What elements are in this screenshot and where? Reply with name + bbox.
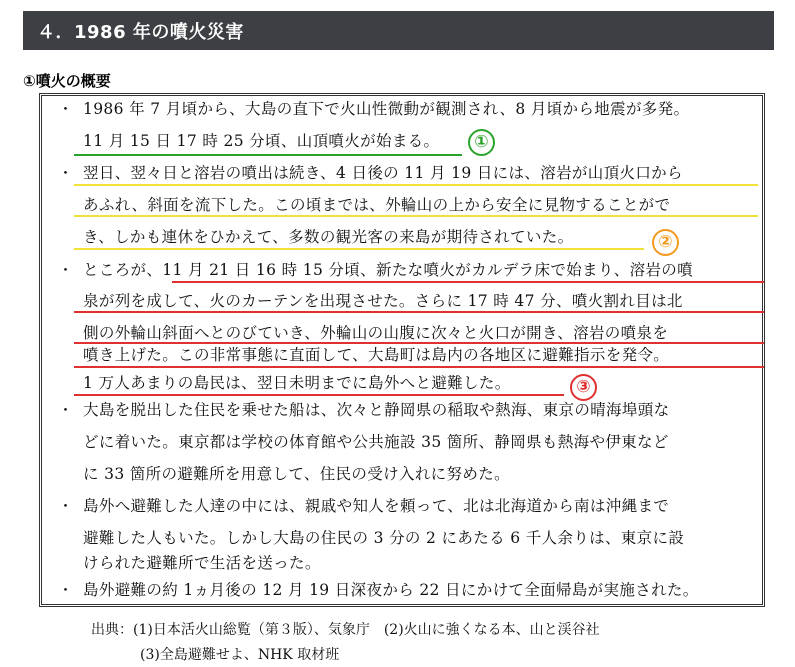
marker-1: ①: [468, 129, 495, 156]
bullet-4: ・: [58, 401, 74, 419]
bullet-5: ・: [58, 497, 74, 515]
section-header-bar: [23, 11, 774, 50]
text-line-13: に 33 箇所の避難所を用意して、住民の受け入れに努めた。: [83, 465, 510, 483]
yellow-underline-1: [74, 184, 758, 186]
red-underline-4: [74, 366, 764, 368]
text-line-17: 島外避難の約 1ヵ月後の 12 月 19 日深夜から 22 日にかけて全面帰島が実施された。: [83, 581, 699, 599]
red-underline-2: [74, 311, 764, 313]
text-line-7: 泉が列を成して、火のカーテンを出現させた。さらに 17 時 47 分、噴火割れ目は北: [83, 292, 683, 310]
red-underline-1: [172, 281, 764, 283]
text-line-14: 島外へ避難した人達の中には、親戚や知人を頼って、北は北海道から南は沖縄まで: [83, 497, 670, 515]
bullet-2: ・: [58, 164, 74, 182]
text-line-1: 1986 年 7 月頃から、大島の直下で火山性微動が観測され、8 月頃から地震が多発。: [83, 100, 690, 118]
text-line-4: あふれ、斜面を流下した。この頃までは、外輪山の上から安全に見物することがで: [83, 196, 671, 214]
section-header-title: ４．1986 年の噴火災害: [37, 21, 244, 43]
marker-2: ②: [652, 229, 679, 256]
text-line-8: 側の外輪山斜面へとのびていき、外輪山の山腹に次々と火口が開き、溶岩の噴泉を: [83, 324, 669, 342]
marker-3: ③: [570, 374, 597, 401]
yellow-underline-2: [74, 215, 758, 217]
bullet-6: ・: [58, 581, 74, 599]
text-line-6: ところが、11 月 21 日 16 時 15 分頃、新たな噴火がカルデラ床で始まり、溶岩の噴: [83, 261, 693, 279]
source-line-2: (3)全島避難せよ、NHK 取材班: [140, 647, 340, 663]
text-line-16: けられた避難所で生活を送った。: [83, 554, 321, 572]
bullet-3: ・: [58, 261, 74, 279]
text-line-11: 大島を脱出した住民を乗せた船は、次々と静岡県の稲取や熱海、東京の晴海埠頭な: [83, 401, 670, 419]
red-underline-3: [74, 342, 764, 344]
green-underline: [74, 154, 462, 156]
bullet-1: ・: [58, 100, 74, 118]
text-line-10: 1 万人あまりの島民は、翌日未明までに島外へと避難した。: [83, 374, 511, 392]
subsection-title: ①噴火の概要: [23, 72, 111, 90]
red-underline-5: [74, 394, 564, 396]
source-line-1: 出典：(1)日本活火山総覧（第３版）、気象庁 (2)火山に強くなる本、山と渓谷社: [91, 622, 600, 638]
text-line-2: 11 月 15 日 17 時 25 分頃、山頂噴火が始まる。: [83, 132, 440, 150]
text-line-9: 噴き上げた。この非常事態に直面して、大島町は島内の各地区に避難指示を発令。: [83, 346, 670, 364]
text-line-3: 翌日、翌々日と溶岩の噴出は続き、4 日後の 11 月 19 日には、溶岩が山頂火口から: [83, 164, 683, 182]
yellow-underline-3: [74, 248, 644, 250]
text-line-15: 避難した人もいた。しかし大島の住民の 3 分の 2 にあたる 6 千人余りは、東京に設: [83, 529, 685, 547]
text-line-5: き、しかも連休をひかえて、多数の観光客の来島が期待されていた。: [83, 228, 574, 246]
text-line-12: どに着いた。東京都は学校の体育館や公共施設 35 箇所、静岡県も熱海や伊東など: [83, 433, 669, 451]
